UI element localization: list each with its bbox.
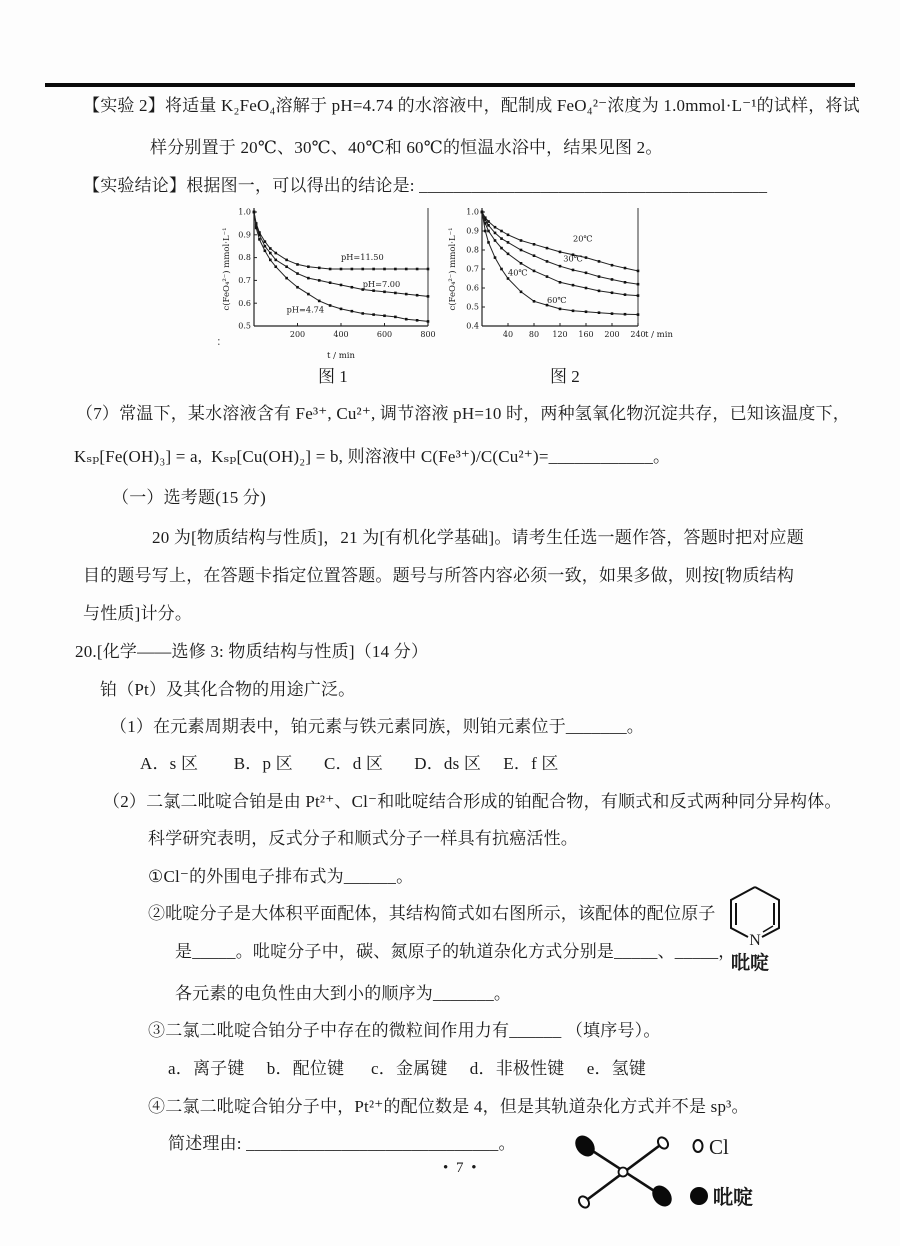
question20-sub2-line1: （2）二氯二吡啶合铂是由 Pt²⁺、Cl⁻和吡啶结合形成的铂配合物，有顺式和反式两种同分异构体。 <box>103 792 842 811</box>
curve-label: 60℃ <box>547 295 567 306</box>
svg-text:1.0: 1.0 <box>466 207 479 217</box>
series-pH=4.74 <box>253 211 430 323</box>
question20-sub1: （1）在元素周期表中，铂元素与铁元素同族，则铂元素位于_______。 <box>110 717 644 736</box>
question20-sub2-line2: 科学研究表明，反式分子和顺式分子一样具有抗癌活性。 <box>148 829 578 848</box>
series-40℃ <box>481 211 640 297</box>
question20-sub2-item4: ④二氯二吡啶合铂分子中，Pt²⁺的配位数是 4，但是其轨道杂化方式并不是 sp³。 <box>148 1097 749 1116</box>
experiment-conclusion-line: 【实验结论】根据图一，可以得出的结论是: ________________________________________ <box>83 176 768 195</box>
curve-label: pH=7.00 <box>362 279 401 290</box>
svg-text:0.6: 0.6 <box>466 283 479 293</box>
figure1-caption: 图 1 <box>318 367 348 386</box>
curve-label: 20℃ <box>573 233 593 244</box>
tick-labels <box>466 208 645 339</box>
y-axis-label: c(FeO₄²⁻) mmol·L⁻¹ <box>448 227 458 311</box>
svg-text:0.6: 0.6 <box>238 298 251 308</box>
top-rule <box>45 83 855 87</box>
svg-text:0.5: 0.5 <box>238 321 251 331</box>
pyridine-atom-top-left <box>571 1132 599 1161</box>
series-pH=11.50 <box>253 211 430 271</box>
pyridine-ring <box>731 887 779 937</box>
legend <box>690 1135 753 1209</box>
elective-note-line2: 目的题号写上，在答题卡指定位置答题。题号与所答内容必须一致，如果多做，则按[物质结构 <box>83 566 795 585</box>
series-30℃ <box>481 211 640 286</box>
svg-text:240: 240 <box>630 330 646 339</box>
question20-sub2-item2-line1: ②吡啶分子是大体积平面配体，其结构简式如右图所示，该配体的配位原子 <box>148 904 716 923</box>
trans-isomer-figure <box>558 1123 798 1223</box>
svg-text:160: 160 <box>578 330 594 339</box>
curve-label: pH=11.50 <box>341 251 384 262</box>
svg-text:0.4: 0.4 <box>466 321 479 331</box>
legend-cl-icon <box>694 1140 703 1152</box>
x-axis-label: t / min <box>327 351 355 361</box>
experiment2-text-line1: 【实验 2】将适量 K₂FeO₄溶解于 pH=4.74 的水溶液中，配制成 FeO₄²⁻浓度为 1.0mmol·L⁻¹的试样，将试 <box>83 96 860 115</box>
svg-text:200: 200 <box>289 330 306 339</box>
page-number: • 7 • <box>443 1160 479 1176</box>
svg-text:40: 40 <box>502 330 514 339</box>
pyridine-structure-figure <box>726 884 784 948</box>
svg-text:0.9: 0.9 <box>466 226 479 236</box>
figure1-chart <box>220 202 438 364</box>
x-axis-label: t / min <box>645 330 673 340</box>
svg-text:120: 120 <box>552 330 568 339</box>
legend-pyridine-label: 吡啶 <box>713 1187 753 1209</box>
svg-text:0.5: 0.5 <box>466 302 479 312</box>
svg-text:400: 400 <box>333 330 349 339</box>
svg-text:800: 800 <box>420 330 436 339</box>
curve-label: 40℃ <box>508 267 528 278</box>
stray-mark: : <box>217 333 221 348</box>
y-axis-label: c(FeO₄²⁻) mmol·L⁻¹ <box>222 227 232 311</box>
svg-text:600: 600 <box>376 330 393 339</box>
curve-label: pH=4.74 <box>286 304 325 315</box>
question20-sub2-item3-options: a．离子键 b．配位键 c．金属键 d．非极性键 e．氢键 <box>168 1059 647 1078</box>
figure2-caption: 图 2 <box>550 367 580 386</box>
pyridine-nitrogen-label: N <box>749 932 761 949</box>
svg-text:0.7: 0.7 <box>466 264 479 274</box>
svg-text:0.8: 0.8 <box>238 253 251 263</box>
figure2-chart <box>446 198 686 360</box>
question20-sub1-options: A．s 区 B．p 区 C．d 区 D．ds 区 E．f 区 <box>140 754 559 773</box>
question20-intro: 铂（Pt）及其化合物的用途广泛。 <box>100 680 356 699</box>
section-elective-title: （一）选考题(15 分) <box>112 488 266 507</box>
pt-center-atom <box>619 1168 628 1177</box>
question20-sub2-item1: ①Cl⁻的外围电子排布式为______。 <box>148 867 414 886</box>
question7-line1: （7）常温下，某水溶液含有 Fe³⁺, Cu²⁺, 调节溶液 pH=10 时，两种氢氧化物沉淀共存，已知该温度下， <box>76 404 850 423</box>
question7-line2: Kₛₚ[Fe(OH)₃] = a, Kₛₚ[Cu(OH)₂] = b, 则溶液中 C(Fe³⁺)/C(Cu²⁺)=____________。 <box>74 447 671 466</box>
svg-text:200: 200 <box>604 330 620 339</box>
legend-cl-label: Cl <box>709 1135 729 1159</box>
svg-text:80: 80 <box>528 330 540 339</box>
question20-sub2-item2-line3: 各元素的电负性由大到小的顺序为_______。 <box>175 984 512 1003</box>
curve-label: 30℃ <box>563 253 583 264</box>
series-20℃ <box>481 211 640 273</box>
svg-text:0.8: 0.8 <box>466 245 479 255</box>
legend-pyridine-icon <box>690 1187 708 1205</box>
series-60℃ <box>481 211 640 316</box>
reason-blank-line: 简述理由: _____________________________。 <box>168 1134 516 1153</box>
experiment2-text-line2: 样分别置于 20℃、30℃、40℃和 60℃的恒温水浴中，结果见图 2。 <box>150 138 663 157</box>
pyridine-caption: 吡啶 <box>731 953 770 974</box>
svg-text:0.7: 0.7 <box>238 276 251 285</box>
question20-sub2-item3: ③二氯二吡啶合铂分子中存在的微粒间作用力有______ （填序号）。 <box>148 1021 661 1040</box>
atoms <box>571 1132 676 1211</box>
svg-text:0.9: 0.9 <box>238 230 251 240</box>
question20-title: 20.[化学——选修 3: 物质结构与性质]（14 分） <box>75 642 429 661</box>
elective-note-line3: 与性质]计分。 <box>83 604 193 623</box>
pyridine-atom-bottom-right <box>648 1182 676 1211</box>
question20-sub2-item2-line2: 是_____。吡啶分子中，碳、氮原子的轨道杂化方式分别是_____、_____， <box>175 942 736 961</box>
svg-text:1.0: 1.0 <box>238 207 251 217</box>
elective-note-line1: 20 为[物质结构与性质]，21 为[有机化学基础]。请考生任选一题作答，答题时把对应题 <box>152 528 804 547</box>
